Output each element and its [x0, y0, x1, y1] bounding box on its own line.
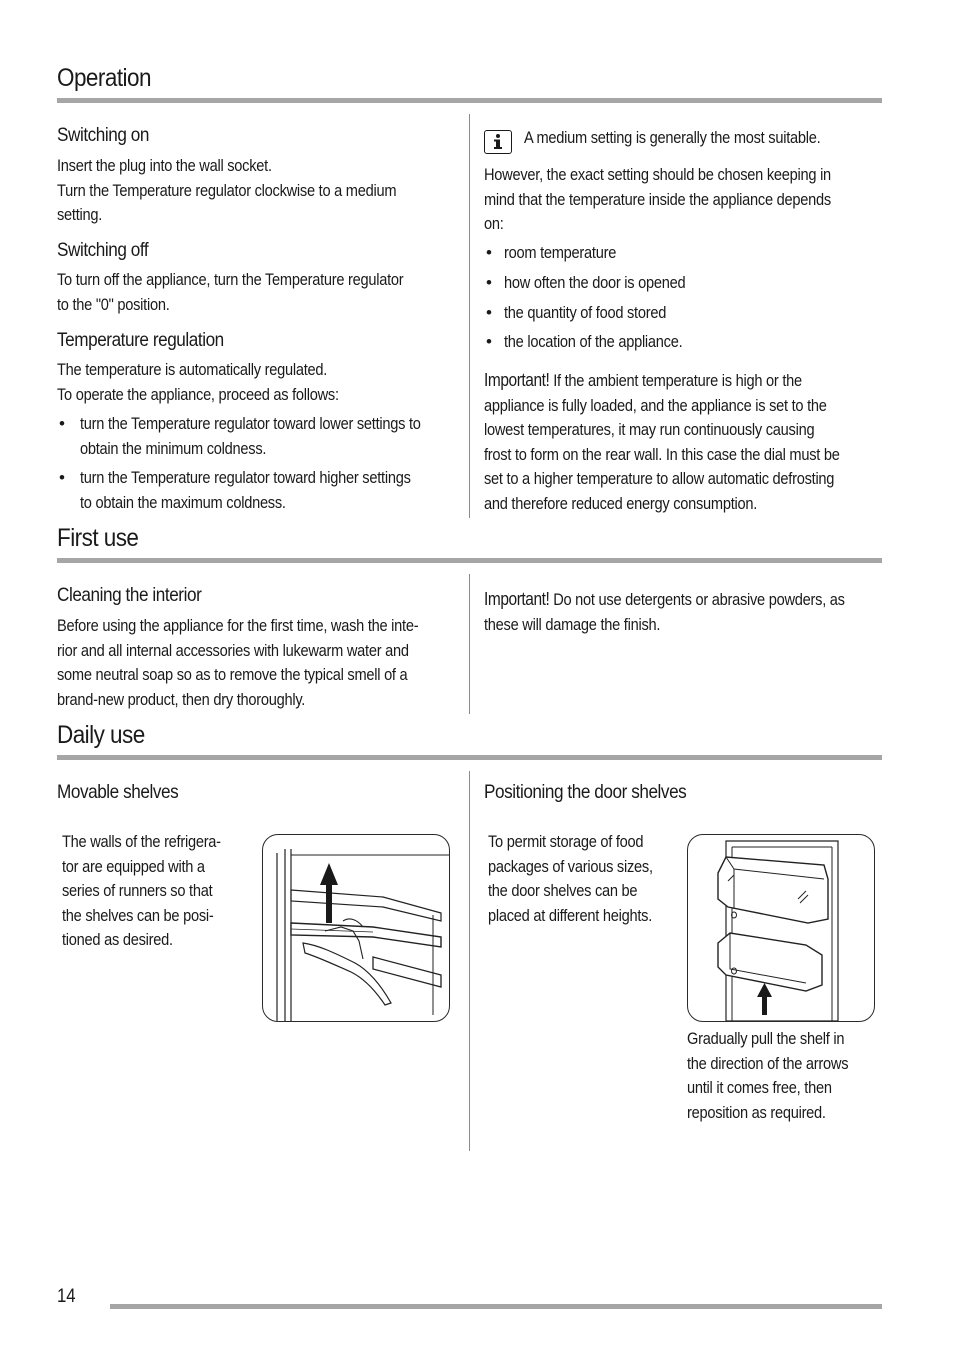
text-line: turn the Temperature regulator toward higher settings	[80, 468, 411, 487]
text-line: the quantity of food stored	[504, 303, 667, 322]
heading-movable-shelves: Movable shelves	[57, 781, 179, 803]
text-line: to obtain the maximum coldness.	[80, 492, 286, 512]
section-rule	[57, 558, 882, 563]
section-rule	[57, 755, 882, 760]
important-label: Important!	[484, 370, 550, 390]
text-line: the door shelves can be	[488, 881, 638, 900]
important-label: Important!	[484, 589, 550, 609]
text-line: the shelves can be posi-	[62, 905, 214, 925]
bullet-icon: •	[59, 468, 65, 487]
text-line: some neutral soap so as to remove the typical smell of a	[57, 665, 408, 684]
paragraph-switching-off	[57, 268, 460, 317]
text-line: Gradually pull the shelf in	[687, 1029, 845, 1048]
info-note	[524, 126, 869, 151]
text-line: frost to form on the rear wall. In this case the dial must be	[484, 444, 840, 464]
text-line: Insert the plug into the wall socket.	[57, 156, 272, 175]
text-line: lowest temperatures, it may run continuously causing	[484, 420, 815, 439]
text-line: room temperature	[504, 243, 617, 262]
column-divider	[469, 574, 470, 714]
text-line: series of runners so that	[62, 881, 213, 900]
list-item	[486, 301, 866, 326]
paragraph-setting	[484, 163, 887, 237]
list-item	[486, 330, 866, 355]
heading-door-shelves: Positioning the door shelves	[484, 781, 687, 803]
text-line: and therefore reduced energy consumption.	[484, 493, 758, 513]
bullet-icon: •	[486, 332, 492, 351]
heading-switching-off: Switching off	[57, 239, 149, 261]
paragraph-movable-shelves	[62, 830, 247, 953]
section-title-operation: Operation	[57, 64, 151, 92]
text-line: tioned as desired.	[62, 930, 173, 949]
text-line: the direction of the arrows	[687, 1053, 849, 1073]
text-line: turn the Temperature regulator toward lower settings to	[80, 414, 421, 433]
text-line: The temperature is automatically regulated.	[57, 360, 328, 379]
text-line: To operate the appliance, proceed as follows:	[57, 384, 339, 404]
caption-door-shelves	[687, 1027, 875, 1125]
text-line: placed at different heights.	[488, 905, 653, 925]
paragraph-important	[484, 368, 898, 516]
list-item	[486, 241, 866, 266]
text-line: obtain the minimum coldness.	[80, 438, 267, 458]
shelf-runner-icon	[263, 835, 449, 1021]
text-line: set to a higher temperature to allow automatic defrosting	[484, 469, 835, 488]
heading-temperature-regulation: Temperature regulation	[57, 329, 224, 351]
info-icon	[484, 130, 512, 154]
section-title-daily-use: Daily use	[57, 721, 145, 749]
text-line: the location of the appliance.	[504, 332, 683, 351]
text-segment: Do not use detergents or abrasive powders, as	[549, 590, 845, 609]
bullet-icon: •	[486, 303, 492, 322]
paragraph-switching-on	[57, 154, 451, 228]
page-number: 14	[57, 1286, 76, 1307]
section-title-first-use: First use	[57, 524, 139, 552]
text-line: To permit storage of food	[488, 832, 644, 851]
paragraph-first-use-important	[484, 587, 903, 637]
text-line: brand-new product, then dry thoroughly.	[57, 689, 306, 709]
heading-cleaning-interior: Cleaning the interior	[57, 584, 202, 606]
list-item	[59, 466, 459, 516]
shelf-illustration	[262, 834, 450, 1022]
paragraph-door-shelves	[488, 830, 680, 928]
text-line: rior and all internal accessories with lukewarm water and	[57, 640, 409, 660]
text-line: how often the door is opened	[504, 273, 686, 292]
text-line: The walls of the refrigera-	[62, 832, 221, 851]
column-divider	[469, 771, 470, 1151]
paragraph-cleaning	[57, 614, 477, 712]
door-shelf-illustration	[687, 834, 875, 1022]
text-line: packages of various sizes,	[488, 856, 653, 876]
text-line: to the "0" position.	[57, 294, 170, 314]
section-rule	[57, 98, 882, 103]
text-line	[484, 368, 840, 394]
bullet-icon: •	[486, 243, 492, 262]
paragraph-temperature-regulation	[57, 358, 385, 407]
text-line: mind that the temperature inside the appliance depends	[484, 189, 831, 209]
text-segment: If the ambient temperature is high or the	[549, 371, 802, 390]
text-line: on:	[484, 214, 504, 233]
text-line: tor are equipped with a	[62, 856, 205, 876]
text-line: reposition as required.	[687, 1102, 826, 1122]
door-shelf-icon	[688, 835, 874, 1021]
text-line: To turn off the appliance, turn the Temperature regulator	[57, 270, 404, 289]
text-line: Before using the appliance for the first time, wash the inte-	[57, 616, 419, 635]
text-line: setting.	[57, 205, 103, 224]
text-line: until it comes free, then	[687, 1078, 832, 1097]
text-line	[484, 587, 845, 613]
text-line: these will damage the finish.	[484, 614, 661, 634]
text-line: However, the exact setting should be chosen keeping in	[484, 165, 831, 184]
bullet-icon: •	[59, 414, 65, 433]
footer-rule	[110, 1304, 882, 1309]
heading-switching-on: Switching on	[57, 124, 150, 146]
text-line: appliance is fully loaded, and the appliance is set to the	[484, 395, 827, 415]
column-divider	[469, 114, 470, 518]
list-item	[59, 412, 459, 462]
text-line: Turn the Temperature regulator clockwise to a medium	[57, 180, 397, 200]
list-item	[486, 271, 866, 296]
bullet-icon: •	[486, 273, 492, 292]
text-line: A medium setting is generally the most suitable.	[524, 128, 821, 147]
